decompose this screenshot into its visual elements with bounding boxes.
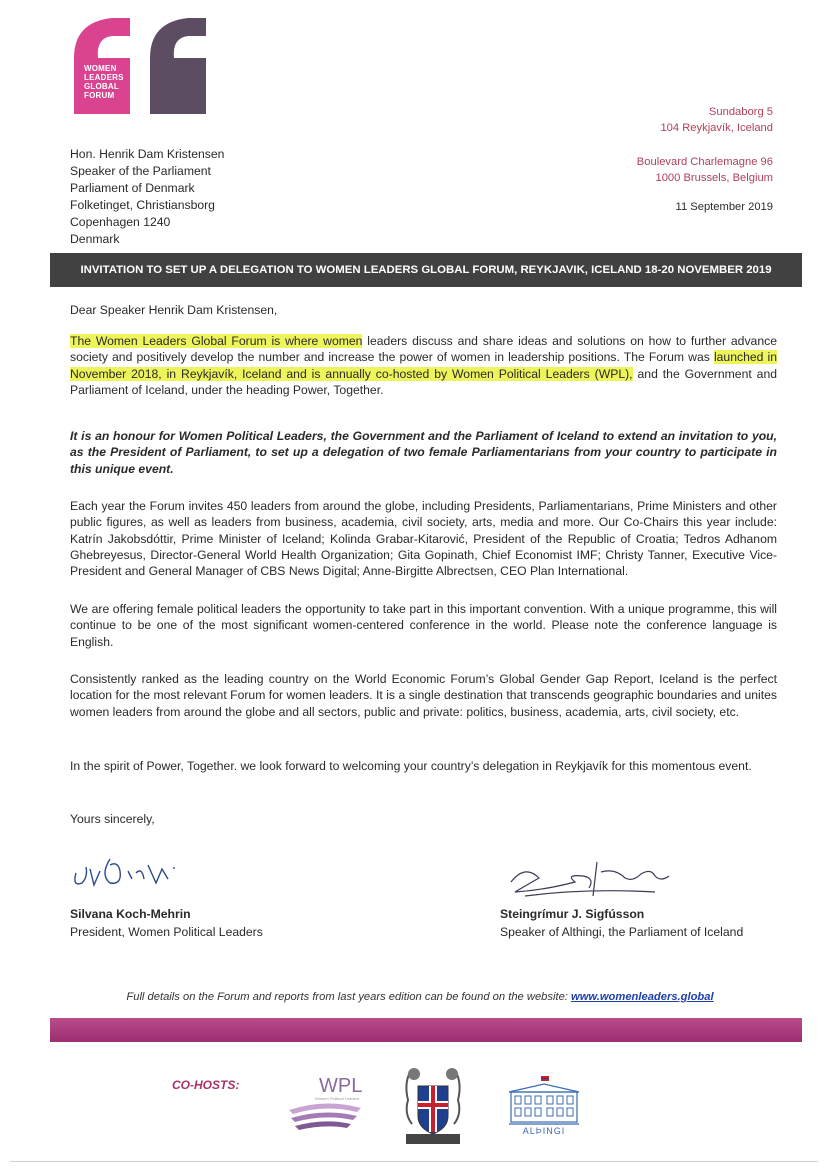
- recipient-address: [70, 146, 224, 248]
- paragraph-iceland: Consistently ranked as the leading country on the World Economic Forum’s Global Gender Gap Report, Iceland is the perfect location for the most relevant Forum for women leaders. It is a single destination that transcends geographic boundaries and unites women leaders from around the globe and all sectors, public and private: politics, business, academia, arts, civil society, etc.: [70, 672, 777, 719]
- althingi-logo: [505, 1074, 583, 1138]
- sender-line: Boulevard Charlemagne 96: [636, 156, 773, 168]
- paragraph-offer: We are offering female political leaders the opportunity to take part in this important convention. With a unique programme, this will continue to be one of the most significant women-centered conference in the world. Please note the conference language is English.: [70, 602, 777, 649]
- page-edge: [10, 1161, 818, 1162]
- paragraph-invitation: It is an honour for Women Political Leaders, the Government and the Parliament of Iceland to extend an invitation to you, as the President of Parliament, to set up a delegation of two female Parliamentarians from your country to participate in this unique event.: [70, 429, 777, 476]
- sender-line: 104 Reykjavík, Iceland: [660, 122, 773, 134]
- highlight: The Women Leaders Global Forum is where women: [70, 334, 363, 348]
- svg-text:ALÞINGI: ALÞINGI: [522, 1126, 566, 1136]
- parliament-building-icon: [505, 1074, 583, 1138]
- iceland-coat-of-arms: [400, 1064, 466, 1148]
- wpl-logo: [285, 1074, 379, 1136]
- signature-sigfusson: [505, 852, 675, 900]
- signatory-2: Steingrímur J. Sigfússon Speaker of Althingi, the Parliament of Iceland: [500, 907, 744, 939]
- title-banner: INVITATION TO SET UP A DELEGATION TO WOMEN LEADERS GLOBAL FORUM, REYKJAVIK, ICELAND 18-20 NOVEMBER 2019: [50, 253, 802, 287]
- recipient-line: Denmark: [70, 232, 120, 246]
- recipient-line: Folketinget, Christiansborg: [70, 198, 215, 212]
- svg-text:Women Political Leaders: Women Political Leaders: [315, 1096, 360, 1101]
- signatory-1: Silvana Koch-Mehrin President, Women Political Leaders: [70, 907, 263, 939]
- sender-line: Sundaborg 5: [708, 106, 773, 118]
- signature-koch-mehrin: [70, 845, 230, 895]
- coat-of-arms-icon: [400, 1064, 466, 1148]
- sender-address: [637, 104, 773, 186]
- letter-date: 11 September 2019: [675, 201, 773, 213]
- paragraph-closing: In the spirit of Power, Together. we look forward to welcoming your country’s delegation in Reykjavík for this momentous event.: [70, 759, 752, 773]
- recipient-line: Hon. Henrik Dam Kristensen: [70, 147, 225, 161]
- website-note: Full details on the Forum and reports from last years edition can be found on the website: www.womenleaders.global: [126, 991, 714, 1003]
- svg-text:WPL: WPL: [319, 1075, 363, 1097]
- logo-text: WOMEN LEADERS GLOBAL FORUM: [84, 64, 124, 100]
- recipient-line: Copenhagen 1240: [70, 215, 171, 229]
- salutation: Dear Speaker Henrik Dam Kristensen,: [70, 303, 278, 317]
- recipient-line: Parliament of Denmark: [70, 181, 195, 195]
- recipient-line: Speaker of the Parliament: [70, 164, 211, 178]
- highlight: launched in November 2018, in Reykjavík, Iceland and is annually co-hosted by Women Political Leaders (WPL),: [70, 350, 777, 381]
- paragraph-intro: The Women Leaders Global Forum is where women leaders discuss and share ideas and solutions on how to further advance society and positively develop the number and increase the power of women in leadership positions. The Forum was launched in November 2018, in Reykjavík, Iceland and is annually co-hosted by Women Political Leaders (WPL), and the Government and Parliament of Iceland, under the heading Power, Together.: [70, 334, 778, 397]
- wpl-arc-icon: [285, 1074, 379, 1136]
- wlgf-logo: [72, 18, 222, 118]
- closing-line: Yours sincerely,: [70, 812, 155, 826]
- footer-bar: [50, 1018, 802, 1042]
- paragraph-cochairs: Each year the Forum invites 450 leaders from around the globe, including Presidents, Parliamentarians, Prime Ministers and other public figures, as well as leaders from business, academia, civil society, arts, media and more. Our Co-Chairs this year include: Katrín Jakobsdóttir, Prime Minister of Iceland; Kolinda Grabar-Kitarović, President of the Republic of Croatia; Tedros Adhanom Ghebreyesus, Director-General World Health Organization; Gita Gopinath, Chief Economist IMF; Christy Tanner, Executive Vice-President and General Manager of CBS News Digital; Anne-Birgitte Albrectsen, CEO Plan International.: [70, 499, 777, 579]
- sender-line: 1000 Brussels, Belgium: [655, 172, 773, 184]
- website-link[interactable]: www.womenleaders.global: [571, 991, 714, 1003]
- cohosts-label: CO-HOSTS:: [172, 1078, 240, 1092]
